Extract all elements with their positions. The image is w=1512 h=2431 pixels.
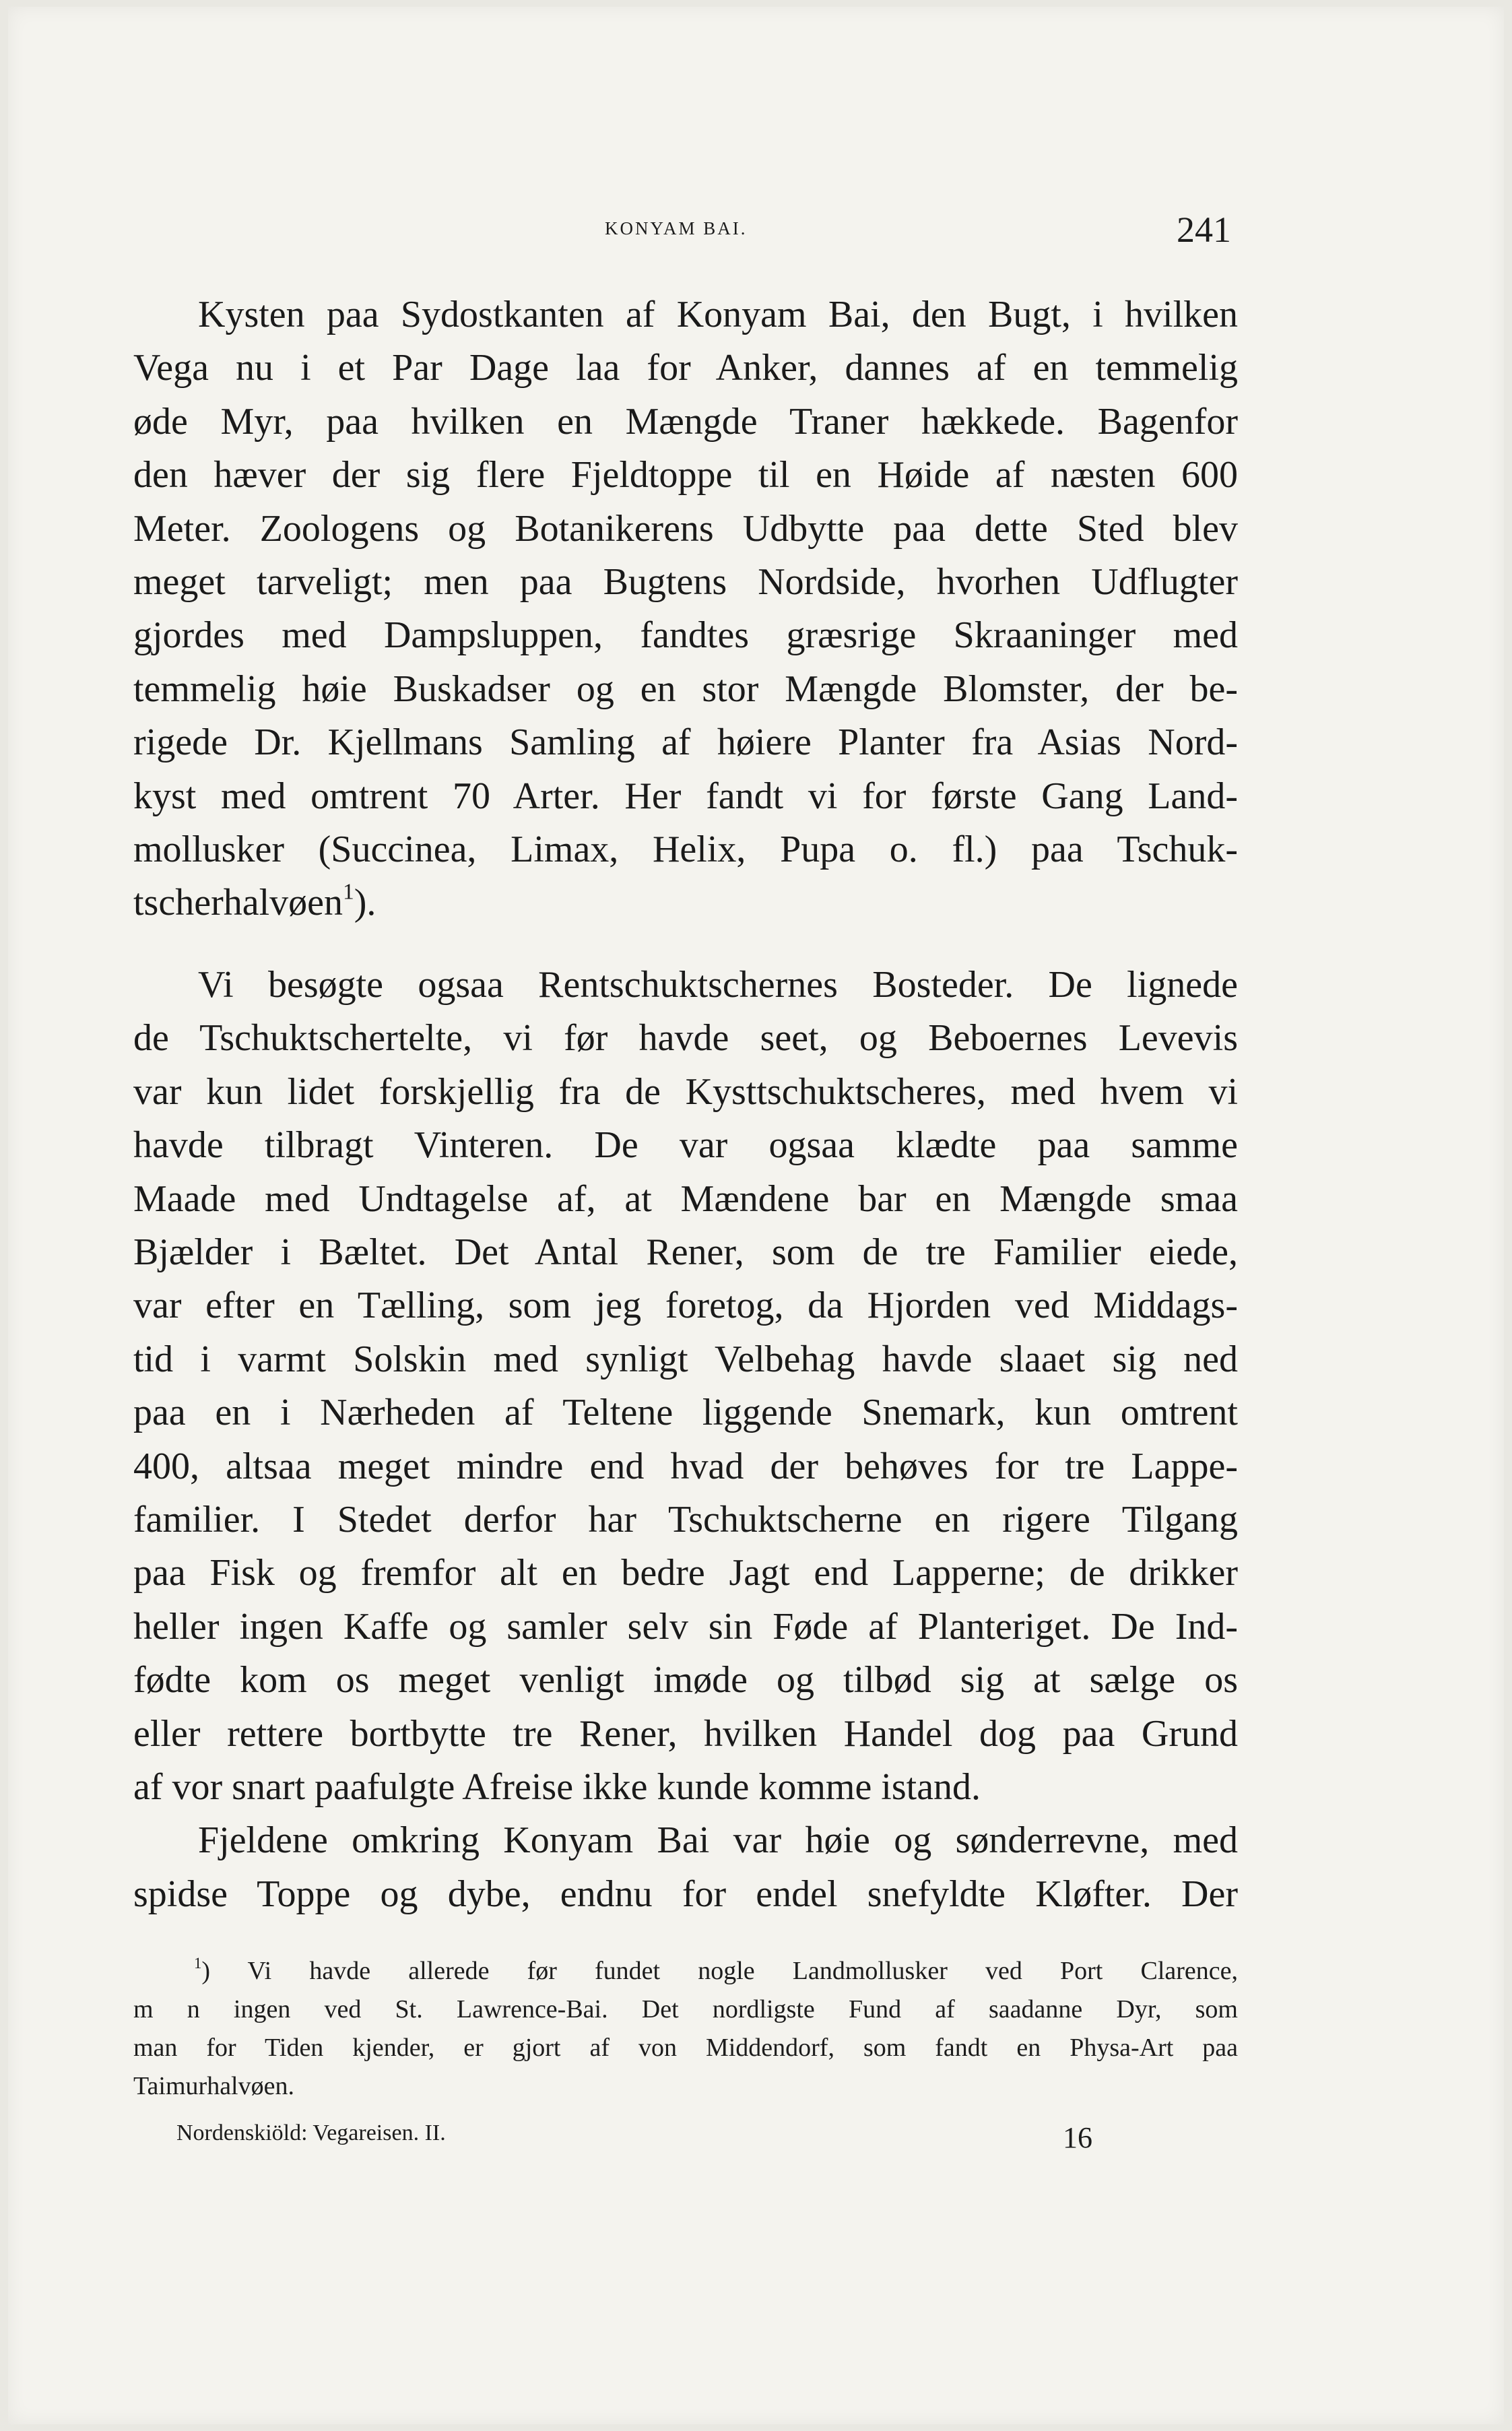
text-line: Meter. Zoologens og Botanikerens Udbytte paa dette Sted blev [133,507,1238,550]
signature-title: Nordenskiöld: Vegareisen. II. [176,2120,446,2145]
text-line: Kysten paa Sydostkanten af Konyam Bai, den Bugt, i hvilken [198,294,1238,335]
text-fragment: tscherhalvøen [133,882,343,924]
text-line: 400, altsaa meget mindre end hvad der behøves for tre Lappe- [133,1445,1238,1487]
text-line: fødte kom os meget venligt imøde og tilbød sig at sælge os [133,1659,1238,1701]
paragraph-spacing [133,930,1238,959]
text-line: paa Fisk og fremfor alt en bedre Jagt end Lapperne; de drikker [133,1552,1238,1594]
footnote-line: Taimurhalvøen. [133,2072,294,2100]
text-fragment: ). [354,882,376,924]
text-line: Maade med Undtagelse af, at Mændene bar en Mængde smaa [133,1177,1238,1220]
footnote-line: man for Tiden kjender, er gjort af von Middendorf, som fandt en Physa-Art paa [133,2034,1238,2062]
signature-mark: 16 [1063,2121,1092,2154]
text-line: havde tilbragt Vinteren. De var ogsaa klædte paa samme [133,1124,1238,1167]
text-line: paa en i Nærheden af Teltene liggende Snemark, kun omtrent [133,1392,1238,1434]
page-header [133,209,1238,263]
text-line: familier. I Stedet derfor har Tschuktscherne en rigere Tilgang [133,1498,1238,1541]
text-line: af vor snart paafulgte Afreise ikke kunde komme istand. [133,1765,981,1808]
footnote-line [133,1952,1238,1990]
text-line: Vi besøgte ogsaa Rentschuktschernes Bosteder. De lignede [198,963,1238,1006]
text-line: Vega nu i et Par Dage laa for Anker, dannes af en temmelig [133,347,1238,389]
text-line: mollusker (Succinea, Limax, Helix, Pupa o. fl.) paa Tschuk- [133,829,1238,871]
text-line-with-footnote-ref [133,876,1238,930]
text-line: gjordes med Dampsluppen, fandtes græsrige Skraaninger med [133,614,1238,657]
running-head: KONYAM BAI. [605,218,748,238]
footnote-marker: 1 [194,1955,202,1972]
text-line: var kun lidet forskjellig fra de Kysttschuktscheres, med hvem vi [133,1070,1238,1113]
text-line: spidse Toppe og dybe, endnu for endel snefyldte Kløfter. Der [133,1873,1238,1915]
printer-signature [176,2120,1092,2161]
text-line: var efter en Tælling, som jeg foretog, da Hjorden ved Middags- [133,1285,1238,1327]
text-line: de Tschuktschertelte, vi før havde seet, og Beboernes Levevis [133,1017,1238,1060]
body-text [133,288,1238,1921]
footnote [133,1952,1238,2106]
paragraph-3 [133,1814,1238,1921]
paragraph-2 [133,959,1238,1815]
text-line: eller rettere bortbytte tre Rener, hvilken Handel dog paa Grund [133,1712,1238,1755]
paragraph-1 [133,288,1238,930]
text-line: rigede Dr. Kjellmans Samling af høiere Planter fra Asias Nord- [133,721,1238,764]
text-line: kyst med omtrent 70 Arter. Her fandt vi for første Gang Land- [133,775,1238,817]
footnote-reference[interactable]: 1 [342,879,354,905]
page-number: 241 [1177,209,1231,250]
text-line: heller ingen Kaffe og samler selv sin Føde af Planteriget. De Ind- [133,1605,1238,1648]
book-page [8,7,1504,2424]
text-line: Bjælder i Bæltet. Det Antal Rener, som de tre Familier eiede, [133,1231,1238,1273]
footnote-line: m n ingen ved St. Lawrence-Bai. Det nordligste Fund af saadanne Dyr, som [133,1995,1238,2023]
text-line: temmelig høie Buskadser og en stor Mængde Blomster, der be- [133,668,1238,710]
text-fragment: ) Vi havde allerede før fundet nogle Landmollusker ved Port Clarence, [201,1957,1238,1985]
text-line: den hæver der sig flere Fjeldtoppe til en Høide af næsten 600 [133,454,1238,496]
text-line: meget tarveligt; men paa Bugtens Nordside, hvorhen Udflugter [133,561,1238,604]
text-line: Fjeldene omkring Konyam Bai var høie og sønderrevne, med [198,1819,1238,1862]
text-line: tid i varmt Solskin med synligt Velbehag havde slaaet sig ned [133,1338,1238,1380]
text-line: øde Myr, paa hvilken en Mængde Traner hækkede. Bagenfor [133,400,1238,443]
